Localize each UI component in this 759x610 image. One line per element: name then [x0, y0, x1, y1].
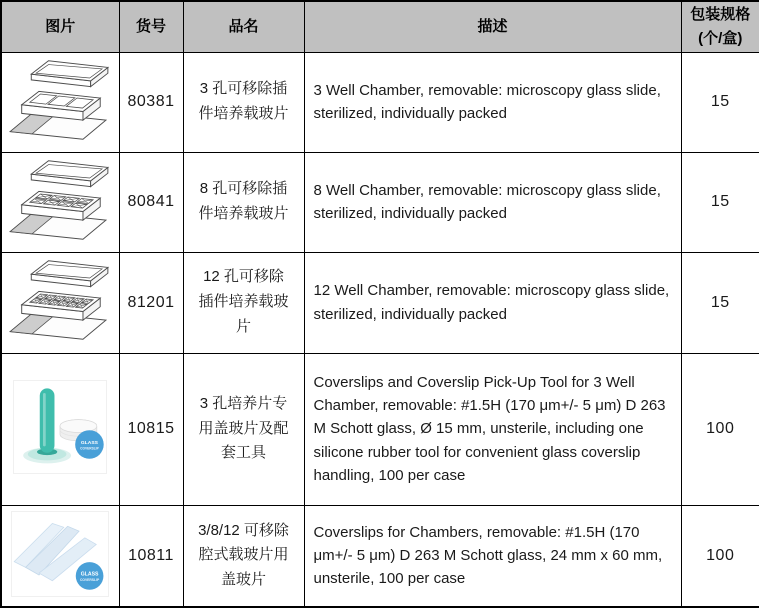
svg-text:GLASS: GLASS [80, 571, 99, 578]
header-catalog-number: 货号 [119, 1, 183, 52]
product-name: 12 孔可移除插件培养载玻片 [183, 252, 304, 353]
svg-text:COVERSLIP: COVERSLIP [80, 577, 100, 582]
header-image: 图片 [1, 1, 119, 52]
table-row [1, 353, 759, 505]
product-name: 3/8/12 可移除腔式载玻片用盖玻片 [183, 505, 304, 607]
table-row [1, 505, 759, 607]
header-product-name: 品名 [183, 1, 304, 52]
product-name: 3 孔可移除插件培养载玻片 [183, 52, 304, 152]
product-name: 3 孔培养片专用盖玻片及配套工具 [183, 353, 304, 505]
product-description: Coverslips and Coverslip Pick-Up Tool for 3 Well Chamber, removable: #1.5H (170 μm+/- 5 μm) D 263 M Schott glass, Ø 15 mm, unsterile, including one silicone rubber tool for convenient glass coverslip handling, 100 per case [304, 353, 681, 505]
catalog-number: 10815 [119, 353, 183, 505]
catalog-number: 10811 [119, 505, 183, 607]
catalog-number: 80841 [119, 152, 183, 252]
3-well-chamber-drawing-icon [8, 55, 112, 145]
12-well-chamber-drawing-icon [8, 255, 112, 345]
header-pack-spec-line1: 包装规格 [690, 5, 751, 23]
pack-quantity: 15 [681, 152, 759, 252]
product-description: 3 Well Chamber, removable: microscopy glass slide, sterilized, individually packed [304, 52, 681, 152]
product-description: 12 Well Chamber, removable: microscopy glass slide, sterilized, individually packed [304, 252, 681, 353]
table-row [1, 52, 759, 152]
header-pack-spec [681, 1, 759, 52]
table-row [1, 152, 759, 252]
header-pack-spec-line2: (个/盒) [698, 29, 743, 47]
svg-text:GLASS: GLASS [81, 441, 99, 447]
table-row [1, 252, 759, 353]
header-description: 描述 [304, 1, 681, 52]
table-body [1, 52, 759, 607]
pack-quantity: 15 [681, 52, 759, 152]
table-header [1, 1, 759, 52]
product-image-cell [1, 353, 119, 505]
header-row [1, 1, 759, 52]
8-well-chamber-drawing-icon [8, 155, 112, 245]
product-image-cell [1, 52, 119, 152]
pack-quantity: 100 [681, 505, 759, 607]
glass-coverslips-photo [11, 511, 109, 597]
product-name: 8 孔可移除插件培养载玻片 [183, 152, 304, 252]
product-description: 8 Well Chamber, removable: microscopy glass slide, sterilized, individually packed [304, 152, 681, 252]
svg-text:COVERSLIP: COVERSLIP [80, 446, 99, 451]
catalog-number: 80381 [119, 52, 183, 152]
pack-quantity: 100 [681, 353, 759, 505]
product-image-cell [1, 252, 119, 353]
coverslip-pickup-tool-photo [13, 380, 107, 474]
pack-quantity: 15 [681, 252, 759, 353]
product-image-cell [1, 505, 119, 607]
catalog-number: 81201 [119, 252, 183, 353]
product-image-cell [1, 152, 119, 252]
product-description: Coverslips for Chambers, removable: #1.5H (170 μm+/- 5 μm) D 263 M Schott glass, 24 mm x 60 mm, unsterile, 100 per case [304, 505, 681, 607]
